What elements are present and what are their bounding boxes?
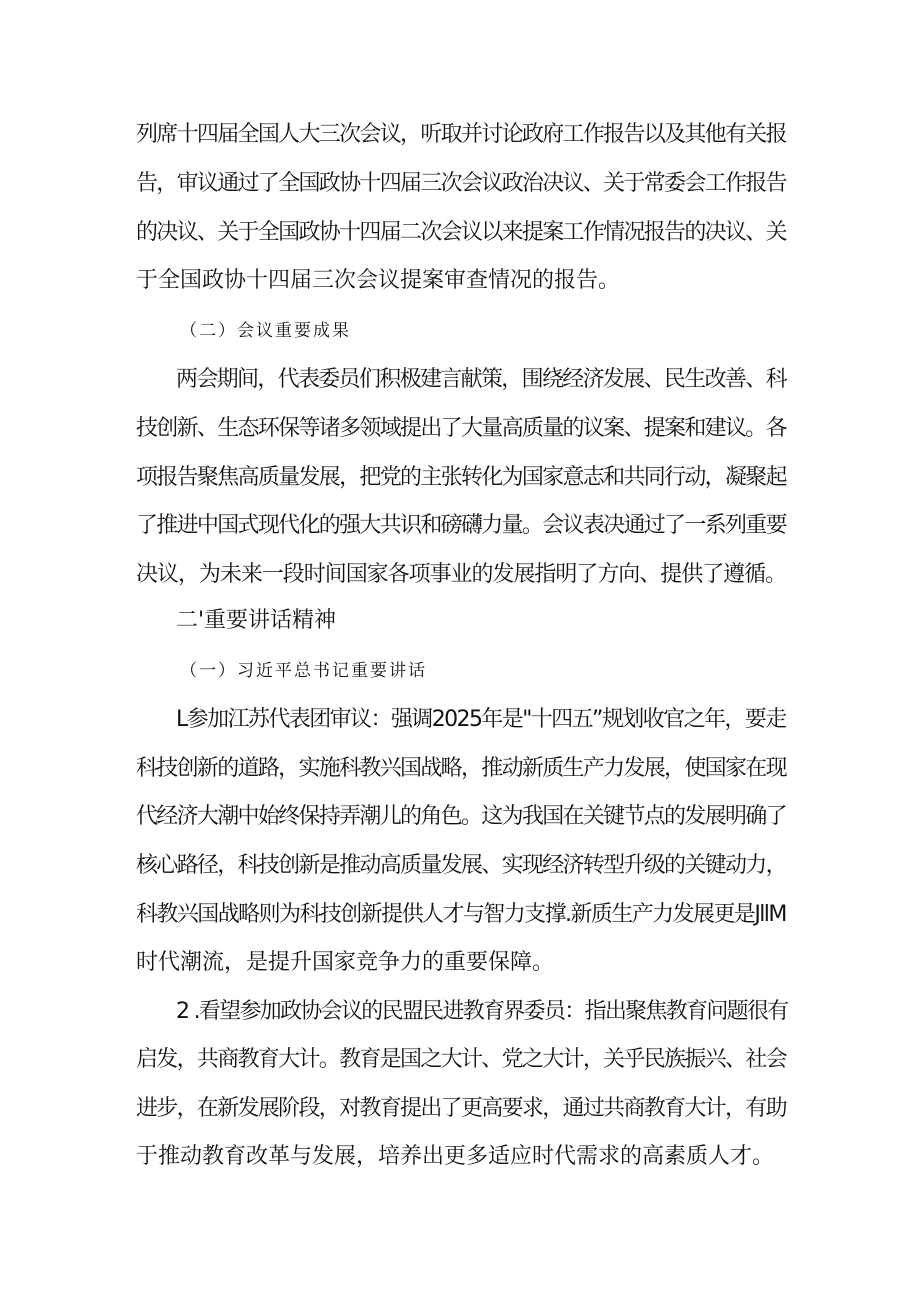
paragraph-3-line-6: 时代潮流，是提升国家竞争力的重要保障。 xyxy=(136,950,555,975)
paragraph-2-line-1: 两会期间，代表委员们积极建言献策，围绕经济发展、民生改善、科 xyxy=(176,367,786,392)
paragraph-4-line-1: 2 .看望参加政协会议的民盟民进教育界委员：指出聚焦教育问题很有 xyxy=(176,999,788,1024)
subheading-xi-speech: （一）习近平总书记重要讲话 xyxy=(180,661,427,681)
paragraph-4-line-4: 于推动教育改革与发展，培养出更多适应时代需求的高素质人才。 xyxy=(136,1144,775,1169)
paragraph-2-line-5: 决议，为未来一段时间国家各项事业的发展指明了方向、提供了遵循。 xyxy=(136,562,787,587)
paragraph-1-line-2: 告，审议通过了全国政协十四届三次会议政治决议、关于常委会工作报告 xyxy=(136,171,786,196)
section-heading-important-speeches: 二'重要讲话精神 xyxy=(176,608,337,633)
paragraph-3-line-5: 科教兴国战略则为科技创新提供人才与智力支撑.新质生产力发展更是JllM xyxy=(136,902,786,927)
paragraph-3-line-1: L参加江苏代表团审议：强调2025年是"十四五”规划收官之年，要走 xyxy=(176,707,786,732)
subheading-meeting-results: （二）会议重要成果 xyxy=(180,321,351,341)
paragraph-2-line-3: 项报告聚焦高质量发展，把党的主张转化为国家意志和共同行动，凝聚起 xyxy=(136,465,786,490)
paragraph-4-line-3: 进步，在新发展阶段，对教育提出了更高要求，通过共商教育大计，有助 xyxy=(136,1096,786,1121)
paragraph-3-line-2: 科技创新的道路，实施科教兴国战略，推动新质生产力发展，使国家在现 xyxy=(136,756,786,781)
paragraph-1-line-1: 列席十四届全国人大三次会议，听取并讨论政府工作报告以及其他有关报 xyxy=(136,122,786,147)
paragraph-4-line-2: 启发，共商教育大计。教育是国之大计、党之大计，关乎民族振兴、社会 xyxy=(136,1047,786,1072)
paragraph-2-line-4: 了推进中国式现代化的强大共识和磅礴力量。会议表决通过了一系列重要 xyxy=(136,513,786,538)
paragraph-2-line-2: 技创新、生态环保等诸多领域提出了大量高质量的议案、提案和建议。各 xyxy=(136,416,786,441)
paragraph-1-line-3: 的决议、关于全国政协十四届二次会议以来提案工作情况报告的决议、关 xyxy=(136,220,786,245)
paragraph-3-line-4: 核心路径，科技创新是推动高质量发展、实现经济转型升级的关键动力， xyxy=(136,853,786,878)
paragraph-3-line-3: 代经济大潮中始终保持弄潮儿的角色。这为我国在关键节点的发展明确了 xyxy=(136,804,786,829)
paragraph-1-line-4: 于全国政协十四届三次会议提案审查情况的报告。 xyxy=(136,268,621,293)
